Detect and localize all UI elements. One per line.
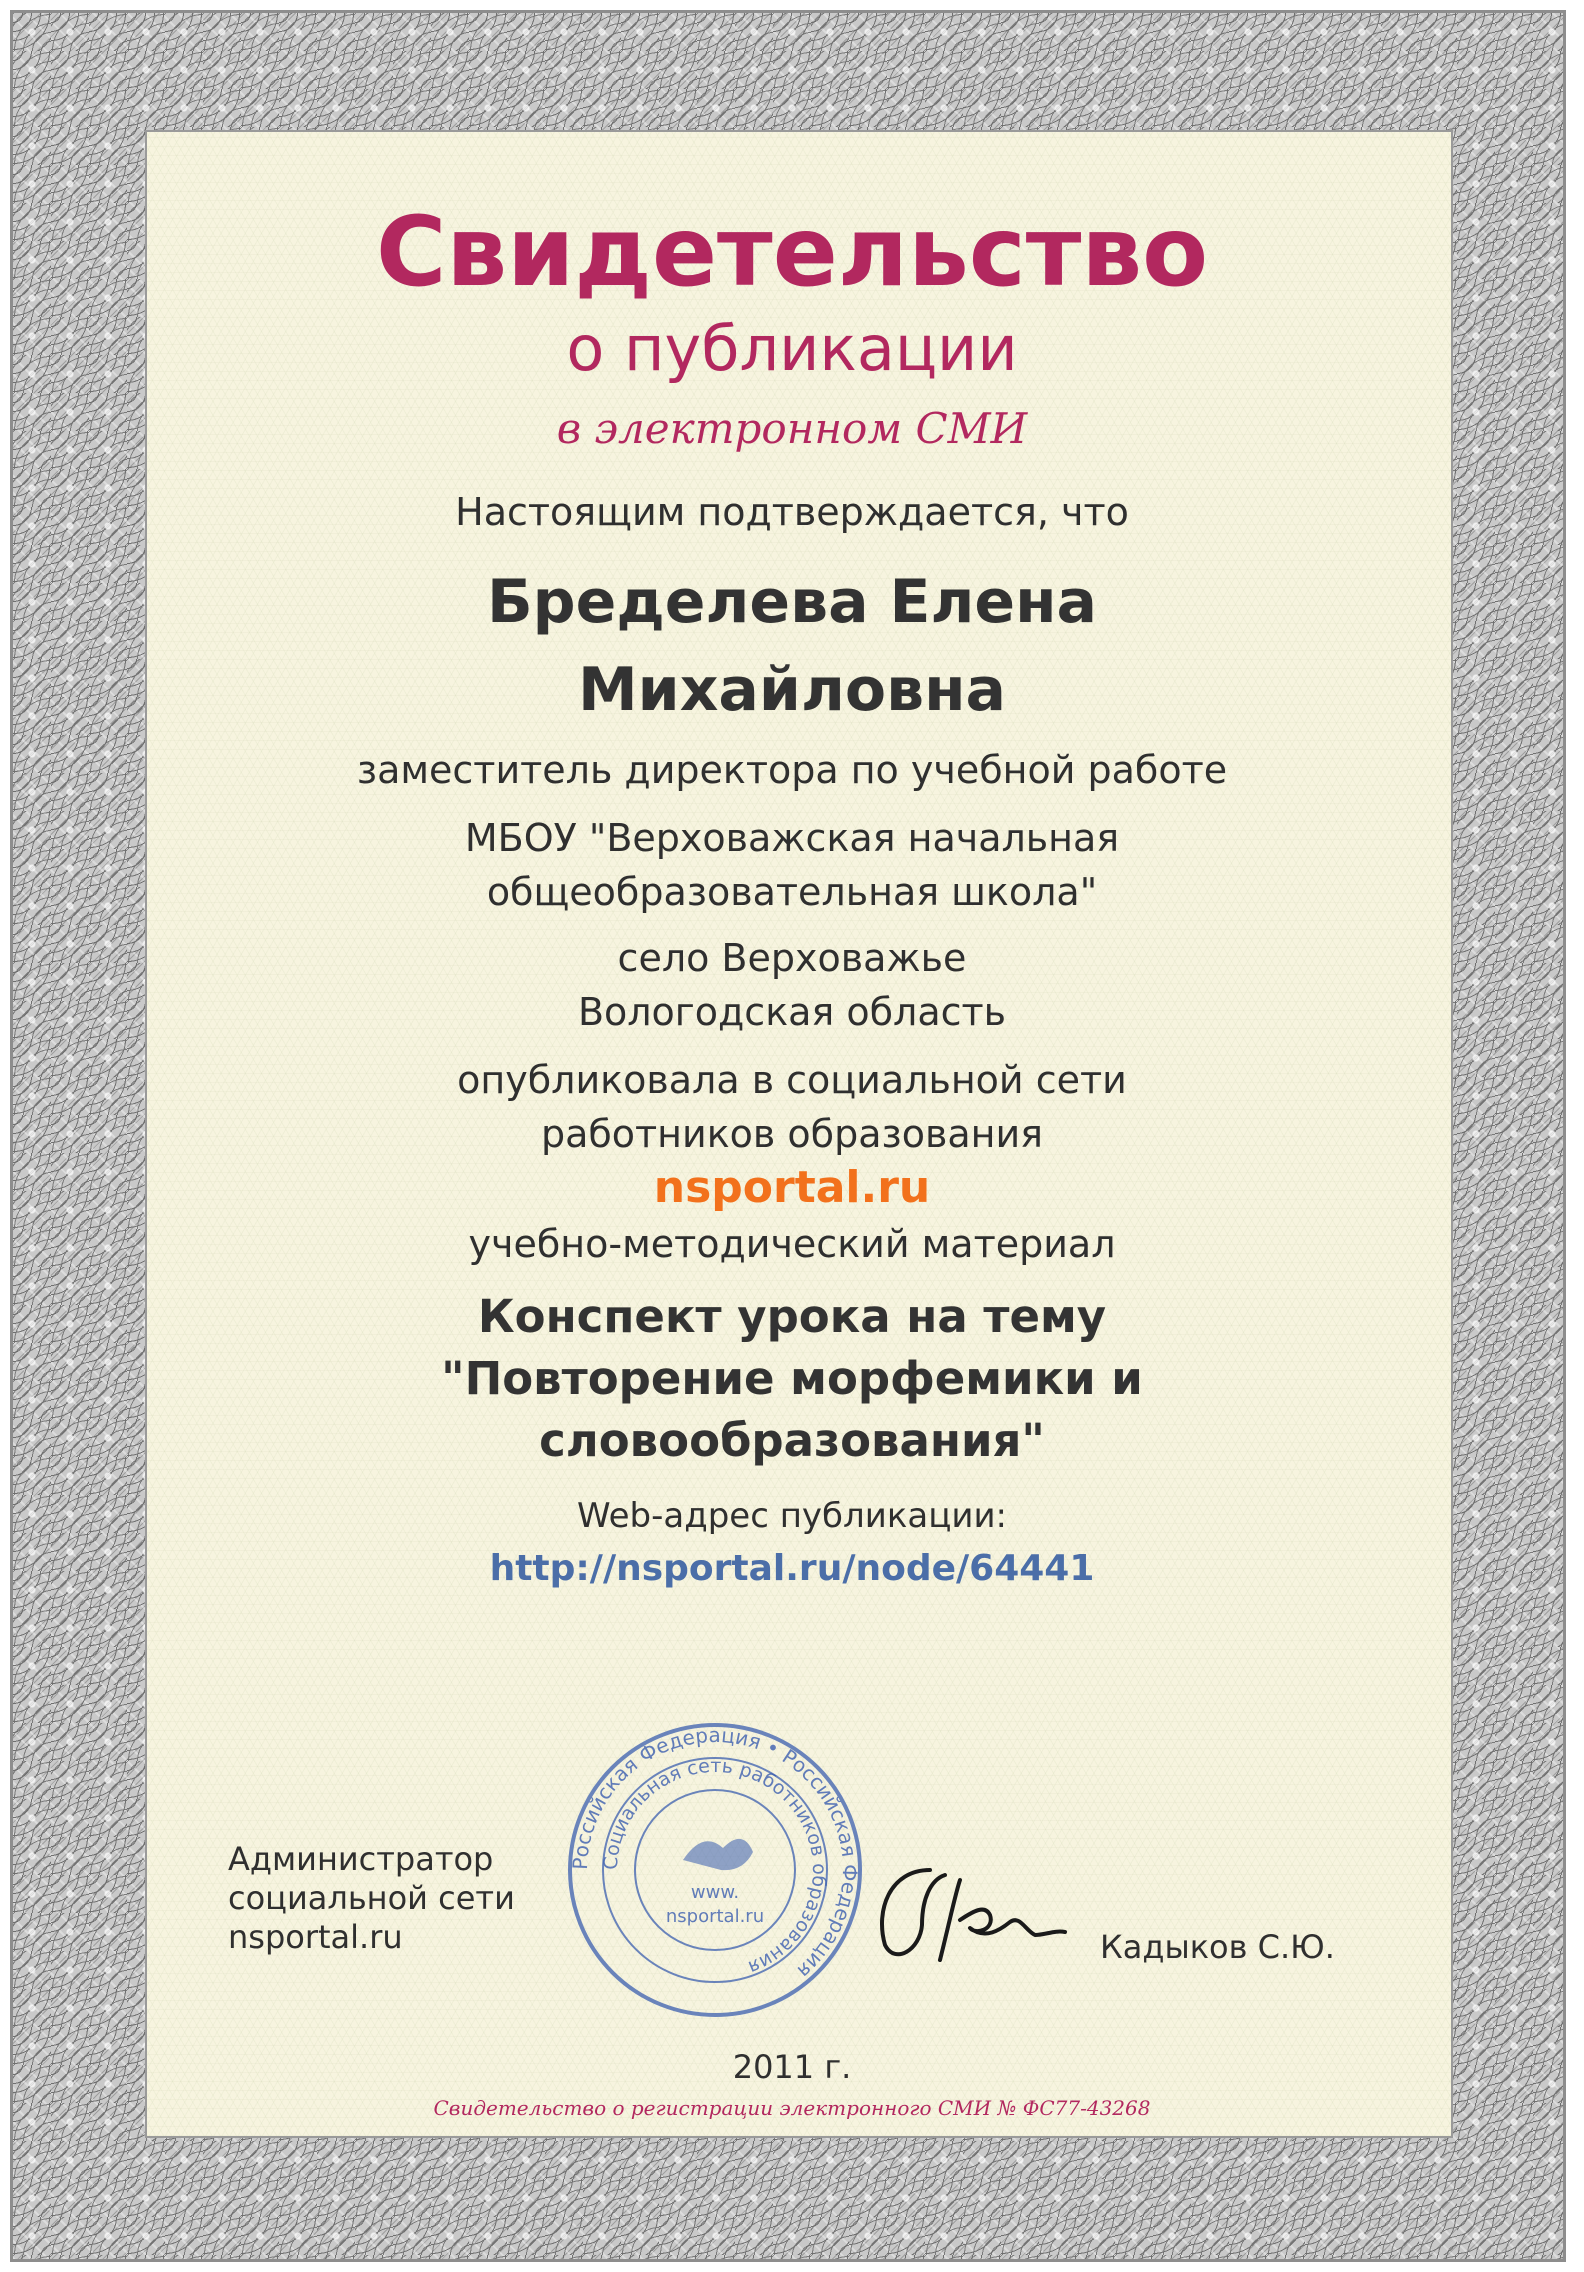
certificate-subtitle: о публикации — [566, 312, 1018, 385]
school-line2: общеобразовательная школа" — [486, 870, 1098, 914]
admin-line1: Администратор — [228, 1840, 494, 1878]
stamp-inner-text: Социальная сеть работников образования — [599, 1754, 831, 1979]
web-address-link[interactable]: http://nsportal.ru/node/64441 — [489, 1548, 1095, 1589]
web-address-label: Web-адрес публикации: — [576, 1496, 1008, 1536]
material-title-line2: "Повторение морфемики и — [441, 1352, 1143, 1405]
published-line1: опубликовала в социальной сети — [457, 1058, 1127, 1102]
round-stamp — [565, 1720, 865, 2020]
material-title-line1: Конспект урока на тему — [477, 1290, 1107, 1343]
school-line1: МБОУ "Верховажская начальная — [464, 816, 1120, 860]
stamp-center-line2: nsportal.ru — [665, 1906, 765, 1927]
admin-line2: социальной сети — [228, 1879, 515, 1918]
site-logo-text: nsportal.ru — [653, 1162, 931, 1213]
recipient-name-line1: Бределева Елена — [486, 567, 1098, 637]
certificate-title: Свидетельство — [375, 196, 1209, 308]
stamp-center-line1: www. — [690, 1882, 740, 1903]
registration-number: Свидетельство о регистрации электронного СМИ № ФС77-43268 — [433, 2096, 1151, 2120]
recipient-name-line2: Михайловна — [577, 655, 1007, 725]
certificate-subtitle-media: в электронном СМИ — [556, 404, 1028, 453]
admin-line3: nsportal.ru — [228, 1918, 403, 1957]
handwritten-signature — [860, 1840, 1090, 1980]
material-type: учебно-методический материал — [468, 1222, 1116, 1266]
region-text: Вологодская область — [577, 990, 1007, 1034]
admin-block — [228, 1840, 515, 1957]
published-line2: работников образования — [540, 1112, 1044, 1156]
recipient-position: заместитель директора по учебной работе — [356, 748, 1228, 792]
material-title-line3: словообразования" — [539, 1414, 1045, 1467]
signer-name: Кадыков С.Ю. — [1100, 1928, 1335, 1966]
intro-text: Настоящим подтверждается, что — [455, 490, 1129, 534]
village-text: село Верховажье — [617, 936, 967, 980]
stamp-outer-text: Российская Федерация • Российская Федерация — [567, 1722, 863, 1984]
issue-year: 2011 г. — [732, 2048, 852, 2086]
stamp-emblem-icon — [683, 1839, 753, 1870]
